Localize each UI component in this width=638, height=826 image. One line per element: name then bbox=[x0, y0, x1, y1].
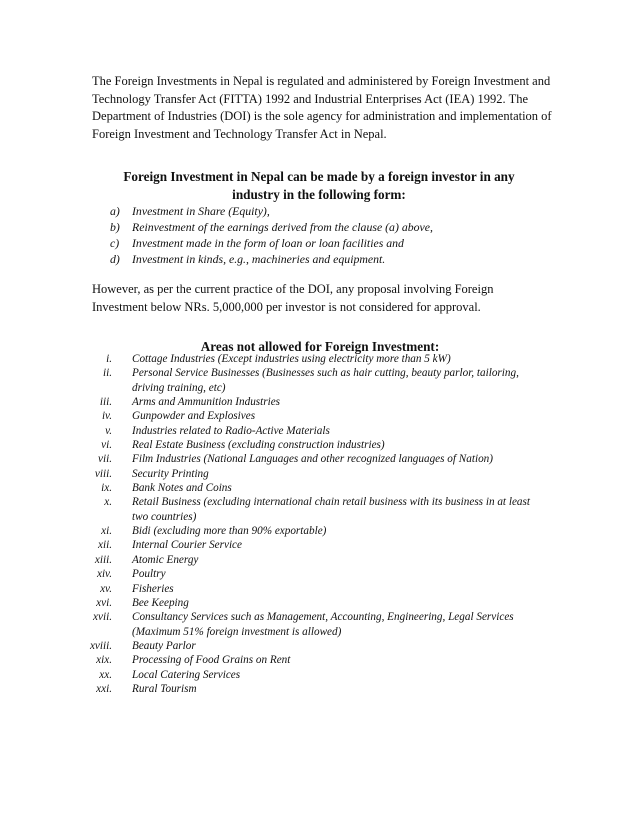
list-item-text: Film Industries (National Languages and other recognized languages of Nation) bbox=[132, 453, 493, 466]
list-numeral: ix. bbox=[101, 482, 112, 495]
list-numeral: xii. bbox=[98, 539, 112, 552]
list-numeral: xiii. bbox=[94, 553, 112, 566]
list-item bbox=[86, 481, 546, 495]
list-numeral: xiv. bbox=[96, 568, 112, 581]
list-item bbox=[86, 582, 546, 596]
list-numeral: ii. bbox=[102, 367, 112, 380]
list-item-text: Internal Courier Service bbox=[132, 539, 242, 552]
list-numeral: xxi. bbox=[96, 682, 112, 695]
list-item-text: Bidi (excluding more than 90% exportable) bbox=[132, 525, 327, 538]
list-item bbox=[86, 567, 546, 581]
list-item bbox=[110, 235, 550, 251]
list-item-text: Gunpowder and Explosives bbox=[132, 410, 256, 423]
list-item bbox=[86, 639, 546, 653]
list-numeral: x. bbox=[104, 496, 112, 509]
list-item-text: Personal Service Businesses (Businesses such as hair cutting, beauty parlor, tailoring, driving training, etc) bbox=[132, 367, 519, 394]
list-item bbox=[110, 219, 550, 235]
list-item bbox=[86, 596, 546, 610]
list-item-text: Beauty Parlor bbox=[132, 639, 196, 652]
list-marker: a) bbox=[110, 204, 120, 218]
investment-form-heading bbox=[96, 168, 542, 203]
list-item bbox=[86, 395, 546, 409]
list-numeral: xv. bbox=[100, 582, 112, 595]
list-numeral: iv. bbox=[101, 410, 112, 423]
list-item-text: Bank Notes and Coins bbox=[132, 482, 232, 495]
investment-forms-list bbox=[110, 203, 550, 267]
list-numeral: xvii. bbox=[93, 611, 112, 624]
list-item bbox=[86, 452, 546, 466]
list-item-text: Processing of Food Grains on Rent bbox=[132, 654, 291, 667]
list-item-text: Local Catering Services bbox=[132, 668, 241, 681]
list-item-text: Fisheries bbox=[132, 582, 174, 595]
list-item bbox=[86, 424, 546, 438]
list-item bbox=[86, 352, 546, 366]
list-item bbox=[86, 610, 546, 639]
list-numeral: xx. bbox=[99, 668, 112, 681]
list-item-text: Consultancy Services such as Management, Accounting, Engineering, Legal Services (Maximum 51% foreign investment is allowed) bbox=[132, 611, 514, 638]
list-item-text: Atomic Energy bbox=[132, 553, 199, 566]
list-item-text: Cottage Industries (Except industries using electricity more than 5 kW) bbox=[132, 353, 451, 365]
list-item bbox=[86, 653, 546, 667]
list-item-text: Industries related to Radio-Active Materials bbox=[132, 424, 330, 437]
list-marker: c) bbox=[110, 236, 120, 251]
list-item bbox=[86, 438, 546, 452]
list-numeral: vi. bbox=[101, 439, 112, 452]
list-numeral: xix. bbox=[96, 654, 112, 667]
list-item-text: Real Estate Business (excluding construction industries) bbox=[132, 439, 385, 452]
list-numeral: vii. bbox=[98, 453, 112, 466]
list-numeral: v. bbox=[105, 424, 112, 437]
list-item bbox=[86, 668, 546, 682]
list-item bbox=[86, 524, 546, 538]
list-item-text: Poultry bbox=[132, 568, 166, 581]
list-item bbox=[86, 366, 546, 395]
list-item-text: Rural Tourism bbox=[132, 682, 197, 695]
list-item-text: Bee Keeping bbox=[132, 596, 189, 609]
list-item bbox=[86, 553, 546, 567]
list-item-text: Reinvestment of the earnings derived from the clause (a) above, bbox=[132, 220, 433, 235]
list-item bbox=[86, 538, 546, 552]
restricted-areas-list bbox=[86, 352, 546, 696]
list-marker: b) bbox=[110, 220, 120, 235]
list-numeral: viii. bbox=[94, 467, 112, 480]
list-item bbox=[110, 203, 550, 219]
list-numeral: iii. bbox=[99, 396, 112, 409]
list-marker: d) bbox=[110, 252, 120, 267]
list-item bbox=[86, 682, 546, 696]
list-item bbox=[110, 251, 550, 267]
list-numeral: xvi. bbox=[96, 596, 112, 609]
list-item-text: Investment in Share (Equity), bbox=[132, 204, 270, 218]
list-item-text: Investment in kinds, e.g., machineries and equipment. bbox=[132, 252, 386, 267]
restricted-areas-heading: Areas not allowed for Foreign Investment: bbox=[200, 339, 440, 354]
list-item-text: Arms and Ammunition Industries bbox=[132, 396, 281, 409]
list-numeral: i. bbox=[106, 353, 112, 365]
list-item-text: Investment made in the form of loan or loan facilities and bbox=[132, 236, 404, 251]
list-item bbox=[86, 467, 546, 481]
investment-form-heading-line2: industry in the following form: bbox=[232, 186, 406, 202]
list-numeral: xi. bbox=[101, 525, 112, 538]
practice-paragraph: However, as per the current practice of the DOI, any proposal involving Foreign Investment below NRs. 5,000,000 per investor is not considered for approval. bbox=[92, 282, 494, 314]
list-numeral: xviii. bbox=[89, 639, 112, 652]
intro-paragraph: The Foreign Investments in Nepal is regulated and administered by Foreign Investment and Technology Transfer Act (FITTA) 1992 and Industrial Enterprises Act (IEA) 1992. The Department of Industries (DOI) is the sole agency for administration and implementation of Foreign Investment and Technology Transfer Act in Nepal. bbox=[92, 74, 552, 141]
list-item-text: Security Printing bbox=[132, 467, 209, 480]
list-item bbox=[86, 409, 546, 423]
list-item bbox=[86, 495, 546, 524]
investment-form-heading-line1: Foreign Investment in Nepal can be made by a foreign investor in any bbox=[123, 169, 515, 184]
list-item-text: Retail Business (excluding international chain retail business with its business in at least two countries) bbox=[132, 496, 530, 523]
